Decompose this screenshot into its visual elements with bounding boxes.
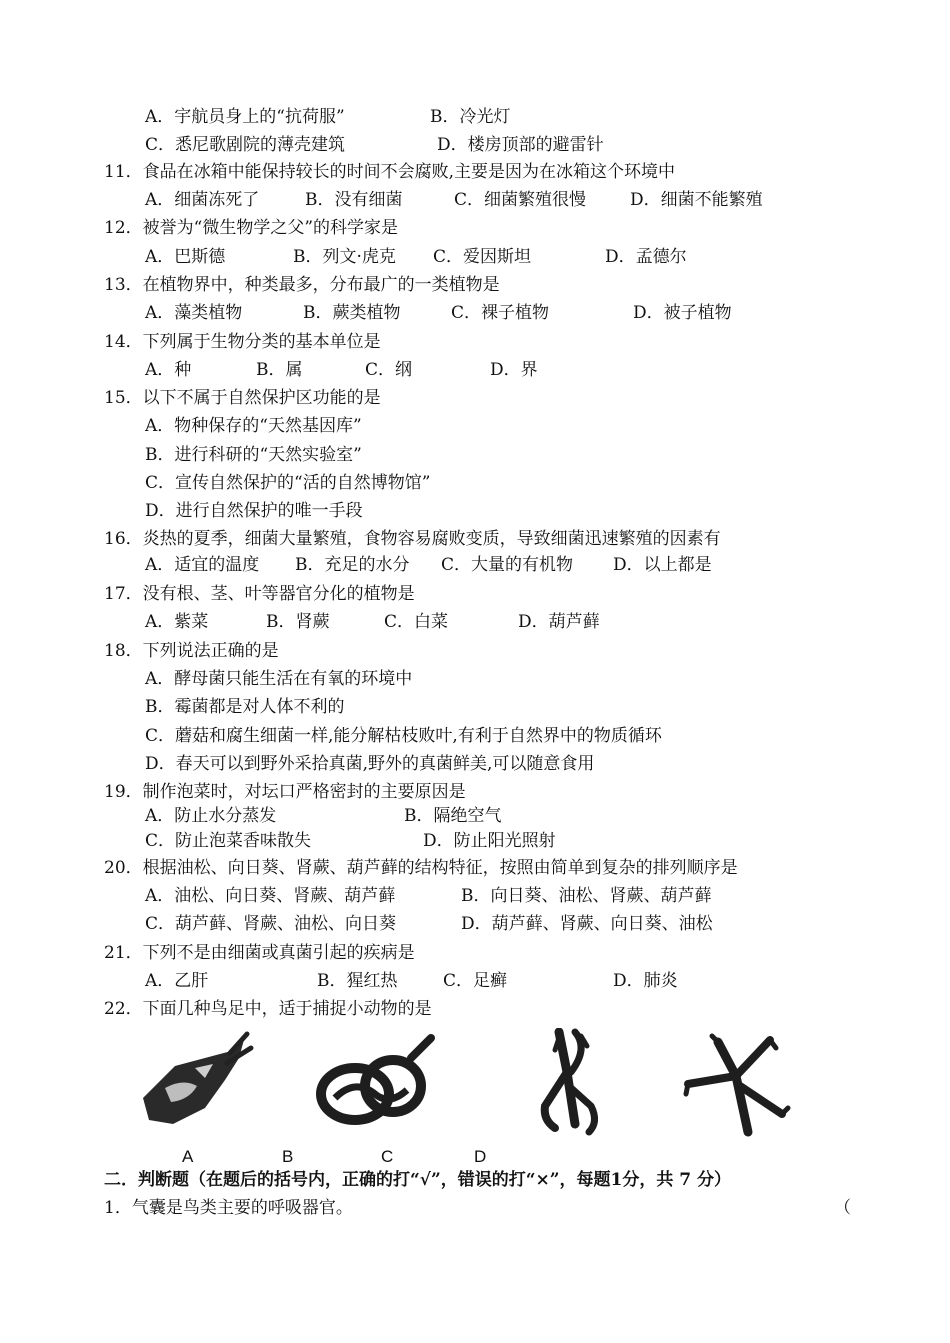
tf-item-1-answer-bracket: （ — [834, 1198, 851, 1218]
q14-stem: 14．下列属于生物分类的基本单位是 — [104, 332, 381, 352]
q17-option-c: C．白菜 — [384, 612, 449, 632]
q10-option-b: B．冷光灯 — [430, 107, 511, 127]
q17-option-b: B．肾蕨 — [266, 612, 330, 632]
q16-option-d: D．以上都是 — [613, 555, 712, 575]
q18-option-d: D．春天可以到野外采拾真菌,野外的真菌鲜美,可以随意食用 — [145, 754, 595, 774]
q21-option-a: A．乙肝 — [145, 971, 209, 991]
q18-option-c: C．蘑菇和腐生细菌一样,能分解枯枝败叶,有利于自然界中的物质循环 — [145, 726, 662, 746]
q12-option-a: A．巴斯德 — [145, 247, 226, 267]
q20-option-a: A．油松、向日葵、肾蕨、葫芦藓 — [145, 886, 396, 906]
q15-option-c: C．宣传自然保护的“活的自然博物馆” — [145, 473, 431, 493]
q18-option-a: A．酵母菌只能生活在有氧的环境中 — [145, 669, 413, 689]
q12-stem: 12．被誉为“微生物学之父”的科学家是 — [104, 218, 399, 238]
q15-stem: 15．以下不属于自然保护区功能的是 — [104, 388, 381, 408]
q16-option-c: C．大量的有机物 — [441, 555, 574, 575]
q11-option-c: C．细菌繁殖很慢 — [454, 190, 587, 210]
q18-stem: 18．下列说法正确的是 — [104, 641, 279, 661]
q13-stem: 13．在植物界中，种类最多，分布最广的一类植物是 — [104, 275, 500, 295]
q20-stem: 20．根据油松、向日葵、肾蕨、葫芦藓的结构特征，按照由简单到复杂的排列顺序是 — [104, 858, 738, 878]
q11-option-d: D．细菌不能繁殖 — [630, 190, 763, 210]
q20-option-b: B．向日葵、油松、肾蕨、葫芦藓 — [461, 886, 712, 906]
q13-option-b: B．蕨类植物 — [303, 303, 401, 323]
q12-option-d: D．孟德尔 — [605, 247, 687, 267]
q14-option-b: B．属 — [256, 360, 303, 380]
q16-option-a: A．适宜的温度 — [145, 555, 260, 575]
figure-label-d: D — [474, 1147, 487, 1166]
bird-foot-d-image — [678, 1028, 798, 1140]
q21-option-b: B．猩红热 — [317, 971, 398, 991]
bird-feet-figures — [130, 1028, 810, 1143]
q19-option-c: C．防止泡菜香味散失 — [145, 831, 312, 851]
q16-stem: 16．炎热的夏季，细菌大量繁殖，食物容易腐败变质，导致细菌迅速繁殖的因素有 — [104, 529, 721, 549]
q10-option-c: C．悉尼歌剧院的薄壳建筑 — [145, 135, 346, 155]
q19-option-a: A．防止水分蒸发 — [145, 806, 277, 826]
figure-label-c: C — [381, 1147, 394, 1166]
q20-option-d: D．葫芦藓、肾蕨、向日葵、油松 — [461, 914, 713, 934]
q17-option-a: A．紫菜 — [145, 612, 209, 632]
q21-option-c: C．足癣 — [443, 971, 508, 991]
q12-option-c: C．爱因斯坦 — [433, 247, 532, 267]
q11-option-a: A．细菌冻死了 — [145, 190, 260, 210]
q13-option-a: A．藻类植物 — [145, 303, 243, 323]
q14-option-d: D．界 — [490, 360, 538, 380]
q21-stem: 21．下列不是由细菌或真菌引起的疾病是 — [104, 943, 415, 963]
figure-label-a: A — [182, 1147, 194, 1166]
q10-option-d: D．楼房顶部的避雷针 — [437, 135, 604, 155]
q12-option-b: B．列文·虎克 — [293, 247, 396, 267]
q21-option-d: D．肺炎 — [613, 971, 678, 991]
bird-foot-b-image — [315, 1028, 435, 1140]
bird-foot-c-image — [515, 1028, 635, 1140]
q13-option-d: D．被子植物 — [633, 303, 732, 323]
q13-option-c: C．裸子植物 — [451, 303, 550, 323]
q15-option-d: D．进行自然保护的唯一手段 — [145, 501, 363, 521]
q20-option-c: C．葫芦藓、肾蕨、油松、向日葵 — [145, 914, 397, 934]
q17-option-d: D．葫芦藓 — [518, 612, 600, 632]
section-2-heading: 二．判断题（在题后的括号内，正确的打“√”，错误的打“×”，每题1分，共 7 分） — [104, 1170, 732, 1190]
q10-option-a: A．宇航员身上的“抗荷服” — [145, 107, 345, 127]
q19-option-b: B．隔绝空气 — [404, 806, 502, 826]
q11-option-b: B．没有细菌 — [305, 190, 403, 210]
q22-stem: 22．下面几种鸟足中，适于捕捉小动物的是 — [104, 999, 432, 1019]
q14-option-a: A．种 — [145, 360, 192, 380]
figure-label-b: B — [282, 1147, 294, 1166]
q15-option-a: A．物种保存的“天然基因库” — [145, 416, 362, 436]
q19-option-d: D．防止阳光照射 — [423, 831, 556, 851]
q16-option-b: B．充足的水分 — [295, 555, 410, 575]
bird-foot-a-image — [135, 1028, 255, 1140]
q15-option-b: B．进行科研的“天然实验室” — [145, 445, 362, 465]
q18-option-b: B．霉菌都是对人体不利的 — [145, 697, 345, 717]
q14-option-c: C．纲 — [365, 360, 413, 380]
tf-item-1: 1．气囊是鸟类主要的呼吸器官。 — [104, 1198, 353, 1218]
q11-stem: 11．食品在冰箱中能保持较长的时间不会腐败,主要是因为在冰箱这个环境中 — [104, 162, 676, 182]
q19-stem: 19．制作泡菜时，对坛口严格密封的主要原因是 — [104, 782, 466, 802]
q17-stem: 17．没有根、茎、叶等器官分化的植物是 — [104, 584, 415, 604]
